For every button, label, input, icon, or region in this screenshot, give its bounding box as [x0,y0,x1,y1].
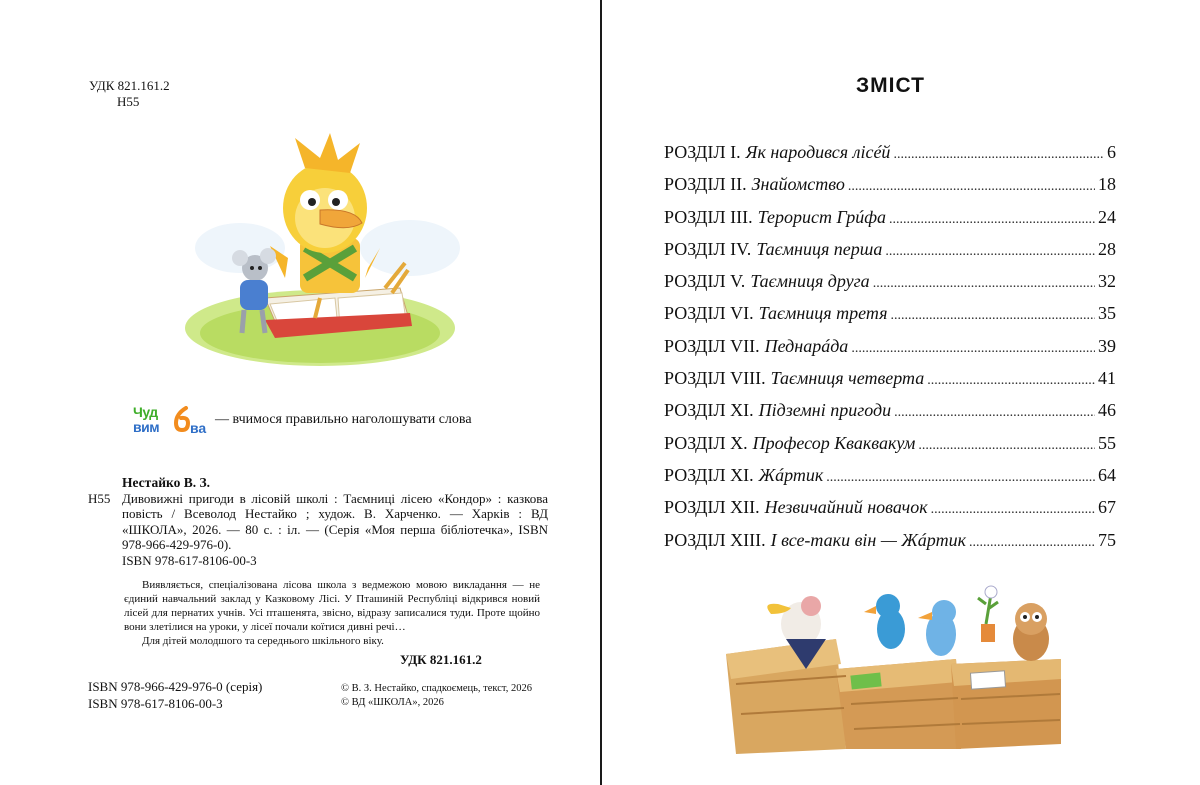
copyright-author: © В. З. Нестайко, спадкоємець, текст, 2026 [341,683,532,694]
logo-six-mark [173,406,191,432]
record-text: Дивовижні пригоди в лісовій школі : Таємниці лісею «Кондор» : казкова повість / Всеволод Нестайко ; худож. В. Харченко. — Харків : ВД «ШКОЛА», 2026. — 80 с. : іл. — (Серія «Моя перша бібліотечка», ISBN 978-966-429-976-0). [122,490,548,552]
bibliographic-record [88,475,548,568]
annotation-paragraph-2: Для дітей молодшого та середнього шкільного віку. [142,635,384,647]
toc-entry [664,400,1116,432]
toc-entry-page: 41 [1098,368,1116,389]
toc-entry-title: І все-таки він — Жáртик [770,529,966,550]
udc-bottom: УДК 821.161.2 [400,652,482,667]
toc-entry-page: 67 [1098,497,1116,518]
toc-entry-title: Як народився лісéй [745,142,891,162]
toc-entry-page: 46 [1098,400,1116,421]
toc-entry-title: Підземні пригоди [758,400,892,421]
toc-entry-title: Таємниця перша [756,238,883,259]
toc-entry [664,303,1116,335]
copyright-publisher: © ВД «ШКОЛА», 2026 [341,697,444,708]
toc-entry-label: РОЗДІЛ XII. [664,497,760,518]
toc-entry-title: Таємниця четверта [770,368,925,389]
toc-entry [664,530,1116,562]
chudova-tagline: — вчимося правильно наголошувати слова [215,412,472,427]
toc-entry-title: Жáртик [758,464,824,485]
toc-leader-dots [931,502,1095,518]
chudova-logo [133,404,213,436]
author-mark: Н55 [117,94,140,109]
toc-entry-label: РОЗДІЛ IV. [664,238,752,259]
toc-leader-dots [969,535,1095,551]
toc-entry-page: 32 [1098,271,1116,292]
toc-entry-label: РОЗДІЛ XIII. [664,529,766,550]
toc-entry [664,142,1116,174]
toc-entry-label: РОЗДІЛ XI. [664,464,754,485]
toc-entry-page: 6 [1107,142,1116,162]
toc-entry-title: Професор Кваквакум [752,432,916,453]
table-of-contents [664,142,1116,562]
toc-entry-label: РОЗДІЛ II. [664,174,747,195]
toc-entry-title: Незвичайний новачок [764,497,928,518]
toc-leader-dots [873,276,1095,292]
toc-entry-label: РОЗДІЛ III. [664,206,753,227]
toc-entry-page: 39 [1098,335,1116,356]
copyright-block [341,682,532,710]
toc-entry [664,497,1116,529]
toc-entry [664,239,1116,271]
toc-entry-page: 75 [1098,529,1116,550]
toc-entry-label: РОЗДІЛ XI. [664,400,754,421]
toc-entry [664,207,1116,239]
record-isbn: ISBN 978-617-8106-00-3 [122,552,257,568]
toc-title: ЗМІСТ [856,74,925,97]
annotation-paragraph-1: Виявляється, спеціалізована лісова школа з ведмежою мовою викладання — не єдиний навчальний заклад у Казковому Лісі. У Пташиній Республіці відкрився новий лісей для пернатих учнів. Усі пташенята, звісно, відразу записалися туди. Проте щойно вони злетілися на уроки, у лісеї почали коїтися дивні речі… [124,579,540,633]
isbn-series: ISBN 978-966-429-976-0 (серія) [88,679,263,694]
toc-entry-label: РОЗДІЛ I. [664,142,741,162]
isbn-list [88,678,262,712]
toc-entry-label: РОЗДІЛ VII. [664,335,760,356]
toc-leader-dots [889,212,1095,228]
toc-entry-page: 64 [1098,464,1116,485]
record-author: Нестайко В. З. [122,475,210,490]
toc-leader-dots [894,405,1095,421]
toc-entry-page: 28 [1098,238,1116,259]
toc-entry-page: 55 [1098,432,1116,453]
isbn-book: ISBN 978-617-8106-00-3 [88,696,223,711]
chudova-promo [133,404,573,436]
toc-entry-title: Знайомство [751,174,845,195]
udc-block [89,78,170,110]
toc-entry-label: РОЗДІЛ VI. [664,303,754,324]
udc-code: УДК 821.161.2 [89,78,170,93]
toc-entry [664,433,1116,465]
toc-entry-page: 35 [1098,303,1116,324]
toc-leader-dots [826,470,1095,486]
toc-entry-title: Таємниця третя [758,303,888,324]
toc-entry [664,336,1116,368]
toc-entry-label: РОЗДІЛ X. [664,432,748,453]
toc-entry-label: РОЗДІЛ VIII. [664,368,766,389]
annotation [124,578,540,648]
toc-leader-dots [918,438,1095,454]
toc-leader-dots [885,244,1095,260]
toc-leader-dots [890,308,1095,324]
toc-entry-title: Таємниця друга [750,271,870,292]
toc-entry-page: 18 [1098,174,1116,195]
toc-leader-dots [851,341,1095,357]
logo-line-tail: ва [190,420,207,436]
toc-entry-label: РОЗДІЛ V. [664,271,746,292]
toc-entry [664,465,1116,497]
toc-entry-page: 24 [1098,206,1116,227]
toc-leader-dots [848,179,1095,195]
toc-leader-dots [893,147,1104,163]
birds-at-desks-illustration [716,584,1066,754]
toc-entry-title: Терорист Грúфа [757,206,886,227]
logo-line-2: вим [133,419,160,435]
toc-entry [664,174,1116,206]
yellow-bird-illustration [170,128,470,378]
toc-entry [664,368,1116,400]
record-code: Н55 [88,490,111,506]
toc-entry [664,271,1116,303]
logo-line-1: Чуд [133,404,158,420]
toc-leader-dots [927,373,1095,389]
toc-entry-title: Педнарáда [764,335,849,356]
